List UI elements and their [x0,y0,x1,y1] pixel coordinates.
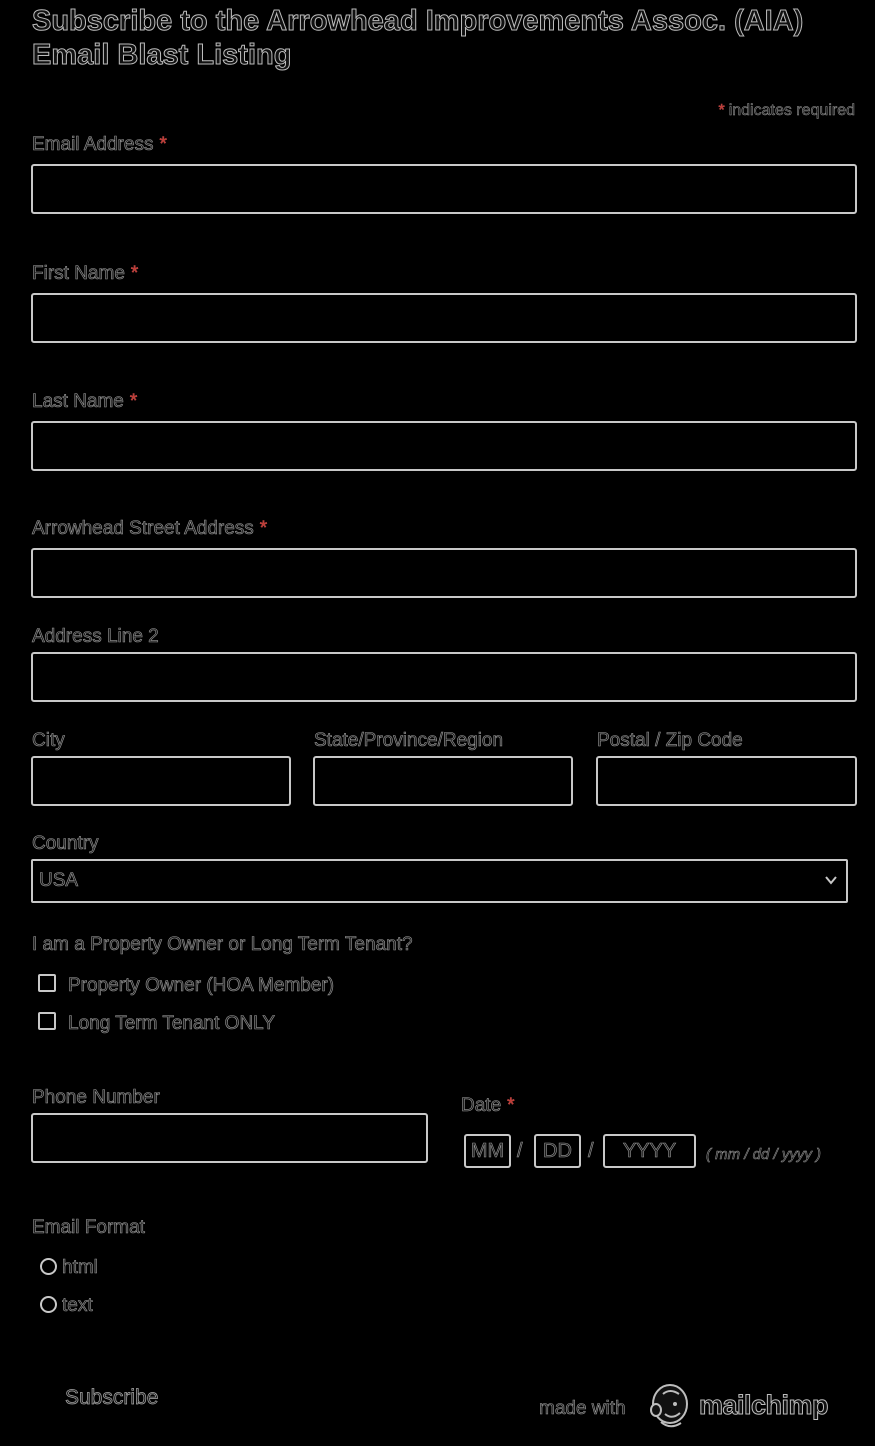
required-asterisk: * [718,102,725,119]
first-name-label [32,263,138,285]
street-address-input[interactable] [31,548,857,598]
address-line-2-label: Address Line 2 [32,626,159,647]
subscribe-button[interactable]: Subscribe [65,1386,159,1409]
required-asterisk: * [159,134,167,155]
zip-label: Postal / Zip Code [597,730,743,751]
address-line-2-input[interactable] [31,652,857,702]
date-separator: / [588,1140,594,1162]
date-format-hint: ( mm / dd / yyyy ) [706,1146,822,1163]
date-separator: / [517,1140,523,1162]
required-note-text: indicates required [728,102,855,119]
long-term-tenant-label[interactable]: Long Term Tenant ONLY [68,1013,276,1034]
required-note [718,102,855,120]
city-label: City [32,730,65,751]
first-name-label-text: First Name [32,263,125,284]
email-format-label: Email Format [32,1217,145,1238]
last-name-label [32,391,137,413]
phone-input[interactable] [31,1113,428,1163]
text-radio[interactable] [40,1296,57,1313]
zip-input[interactable] [596,756,857,806]
state-label: State/Province/Region [314,730,504,751]
mailchimp-wordmark: mailchimp [699,1390,829,1420]
city-input[interactable] [31,756,291,806]
country-label: Country [32,833,99,854]
first-name-input[interactable] [31,293,857,343]
long-term-tenant-checkbox[interactable] [38,1012,56,1030]
country-selected-value: USA [39,870,79,891]
date-label [461,1095,515,1117]
email-label [32,134,167,156]
required-asterisk: * [507,1095,515,1116]
date-year-input[interactable]: YYYY [603,1134,696,1168]
state-input[interactable] [313,756,573,806]
property-owner-checkbox[interactable] [38,974,56,992]
mailchimp-badge[interactable] [539,1380,839,1436]
date-day-input[interactable]: DD [534,1134,581,1168]
street-address-label-text: Arrowhead Street Address [32,518,254,539]
last-name-input[interactable] [31,421,857,471]
made-with-text: made with [539,1398,626,1419]
email-input[interactable] [31,164,857,214]
street-address-label [32,518,267,540]
chevron-down-icon [824,873,838,887]
mailchimp-freddie-icon [647,1382,693,1432]
date-month-input[interactable]: MM [464,1134,511,1168]
html-radio[interactable] [40,1258,57,1275]
required-asterisk: * [259,518,268,539]
form-title: Subscribe to the Arrowhead Improvements Assoc. (AIA) Email Blast Listing [32,5,804,71]
email-label-text: Email Address [32,134,154,155]
date-label-text: Date [461,1095,502,1116]
last-name-label-text: Last Name [32,391,124,412]
property-owner-label[interactable]: Property Owner (HOA Member) [68,975,335,996]
required-asterisk: * [129,391,138,412]
required-asterisk: * [130,263,139,284]
html-option-label[interactable]: html [62,1257,98,1278]
phone-label: Phone Number [32,1087,160,1108]
text-option-label[interactable]: text [62,1295,93,1316]
owner-tenant-question: I am a Property Owner or Long Term Tenant? [32,934,413,955]
country-select[interactable] [31,859,848,903]
